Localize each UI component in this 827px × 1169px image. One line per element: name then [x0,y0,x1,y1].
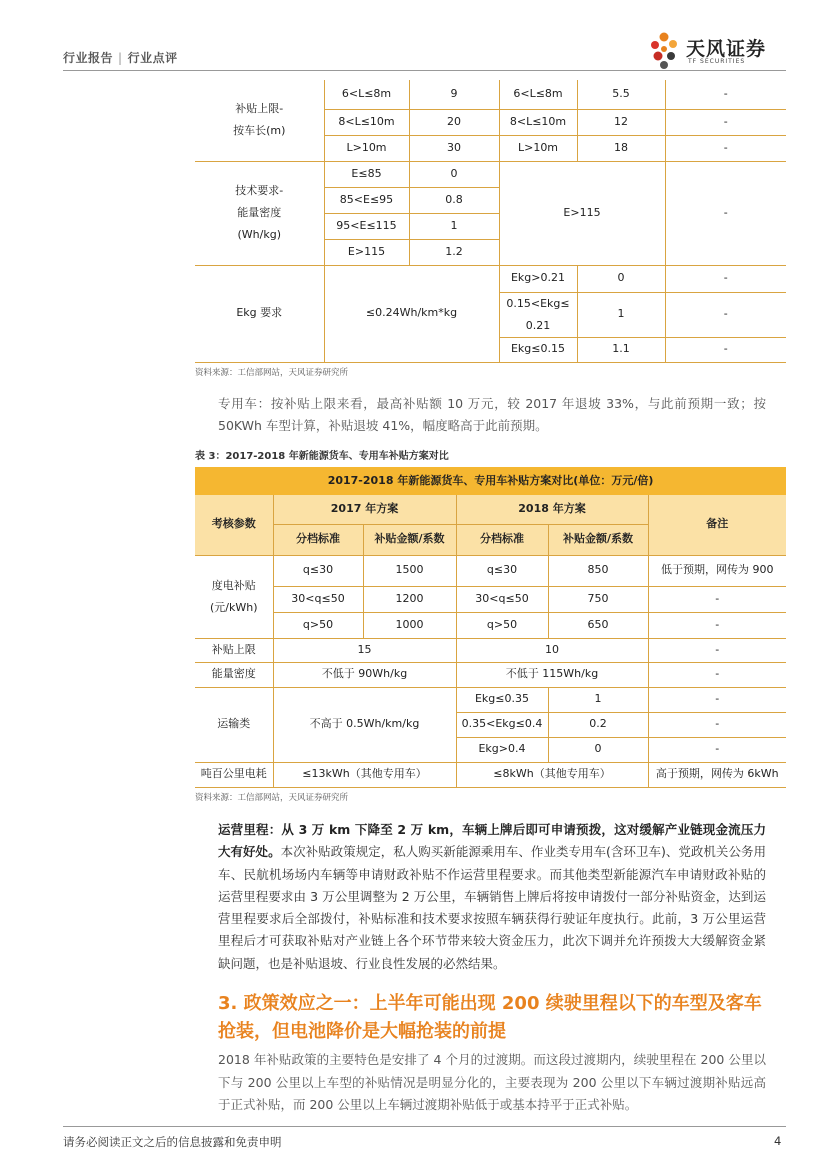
table-row [195,638,786,662]
footer-disclaimer: 请务必阅读正文之后的信息披露和免责申明 [63,1135,282,1149]
row-label-density: 能量密度 [195,662,273,687]
table-row [195,586,786,612]
table-cell: 0.8 [409,187,499,213]
table-row [195,555,786,586]
table-row [195,662,786,687]
table-cell: 0 [548,737,648,762]
table-cell: q≤30 [456,555,548,586]
row-label-tech: 技术要求- 能量密度 (Wh/kg) [195,161,324,265]
brand-flower-icon [648,31,682,71]
table-title-row [195,467,786,495]
column-header: 补贴金额/系数 [548,524,648,555]
table-cell: - [665,161,786,265]
table-header-row [195,495,786,524]
table-cell: 不高于 0.5Wh/km/kg [273,687,456,762]
brand-name-en: TF SECURITIES [688,58,746,65]
header-divider [63,70,786,71]
table-cell: 低于预期，网传为 900 [648,555,786,586]
table-cell: 不低于 115Wh/kg [456,662,648,687]
table-cell: 高于预期，网传为 6kWh [648,762,786,787]
source-note: 资料来源：工信部网站，天风证券研究所 [195,793,349,803]
table-cell: 6<L≤8m [499,80,577,109]
table-cell: 8<L≤10m [324,109,409,135]
table-cell: 9 [409,80,499,109]
table-cell: 750 [548,586,648,612]
report-type: 行业报告 [63,51,114,65]
table-cell: 0 [577,265,665,292]
table-cell: - [665,135,786,161]
table-row [195,161,786,187]
table-cell: - [665,337,786,362]
table-cell: 18 [577,135,665,161]
table-title: 2017-2018 年新能源货车、专用车补贴方案对比(单位：万元/倍) [195,467,786,495]
table-cell: 1 [577,292,665,337]
table-cell: - [648,712,786,737]
table-cell: 0 [409,161,499,187]
column-header: 考核参数 [195,495,273,555]
table-caption: 表 3：2017-2018 年新能源货车、专用车补贴方案对比 [195,451,449,462]
table-cell: E>115 [499,161,665,265]
column-header: 分档标准 [273,524,363,555]
table-cell: Ekg>0.4 [456,737,548,762]
table-cell: q≤30 [273,555,363,586]
table-cell: ≤0.24Wh/km*kg [324,265,499,362]
table-cell: 5.5 [577,80,665,109]
table-cell: 30<q≤50 [273,586,363,612]
table-cell: - [648,586,786,612]
brand-name: 天风证券 [686,38,767,60]
table-cell: E>115 [324,239,409,265]
table-cell: q>50 [273,612,363,638]
table-row [195,80,786,109]
breadcrumb-separator: | [118,51,123,65]
table-cell: 1000 [363,612,456,638]
table-cell: 8<L≤10m [499,109,577,135]
table-cell: 10 [456,638,648,662]
table-cell: 1.1 [577,337,665,362]
column-header: 2017 年方案 [273,495,456,524]
table-cell: - [648,737,786,762]
table-cell: - [665,265,786,292]
table-cell: L>10m [499,135,577,161]
table-row [195,762,786,787]
table-cell: 20 [409,109,499,135]
paragraph-lead: 运营里程：从 3 万 km 下降至 2 万 km，车辆上牌后即可申请预拨，这对缓解产业链现金流压力大有好处。 [218,822,766,860]
column-header: 2018 年方案 [456,495,648,524]
table-cell: 1 [548,687,648,712]
body-paragraph: 专用车：按补贴上限来看，最高补贴额 10 万元，较 2017 年退坡 33%，与此前预期一致；按 50KWh 车型计算，补贴退坡 41%，幅度略高于此前预期。 [218,396,766,433]
table-row [195,687,786,712]
brand-logo [648,31,788,73]
table-cell: - [648,687,786,712]
table-cell: - [665,109,786,135]
table-cell: - [648,612,786,638]
column-header: 备注 [648,495,786,555]
table-cell: Ekg≤0.15 [499,337,577,362]
row-label-ton: 吨百公里电耗 [195,762,273,787]
table-cell: q>50 [456,612,548,638]
table-cell: 12 [577,109,665,135]
table-cell: 1200 [363,586,456,612]
table-cell: 650 [548,612,648,638]
table-cell: 15 [273,638,456,662]
source-note: 资料来源：工信部网站，天风证券研究所 [195,368,349,378]
row-label-cap: 补贴上限 [195,638,273,662]
table-cell: 0.2 [548,712,648,737]
paragraph-text: 本次补贴政策规定，私人购买新能源乘用车、作业类专用车(含环卫车)、党政机关公务用车、民航机场场内车辆等申请财政补贴不作运营里程要求。而其他类型新能源汽车申请财政补贴的运营里程要求由 3 万公里调整为 2 万公里，车辆销售上牌后将按申请拨付一部分补贴资金，达到运营里程要求后全部拨付，补贴标准和技术要求按照车辆获得行驶证年度执行。此前，3 万公里运营里程后才可获取补贴对产业链上各个环节带来较大资金压力，此次下调并允许预拨大大缓解资金紧缺问题，也是补贴退坡、行业良性发展的必然结果。 [218,844,766,971]
table-row [195,265,786,292]
table-cell: - [665,292,786,337]
row-label-elec: 度电补贴 (元/kWh) [195,555,273,638]
table-cell: 0.15<Ekg≤ 0.21 [499,292,577,337]
column-header: 补贴金额/系数 [363,524,456,555]
footer-divider [63,1126,786,1127]
table-cell: - [648,662,786,687]
row-label-ekg: Ekg 要求 [195,265,324,362]
page-number: 4 [774,1134,782,1148]
section-heading: 3. 政策效应之一：上半年可能出现 200 续驶里程以下的车型及客车抢装，但电池降价是大幅抢装的前提 [218,993,762,1042]
table-cell: L>10m [324,135,409,161]
subsidy-table-continued [195,80,786,363]
column-header: 分档标准 [456,524,548,555]
table-cell: 30<q≤50 [456,586,548,612]
table-cell: 6<L≤8m [324,80,409,109]
row-label-transport: 运输类 [195,687,273,762]
table-cell: 1.2 [409,239,499,265]
table-cell: ≤13kWh（其他专用车） [273,762,456,787]
subsidy-comparison-table [195,467,786,788]
table-cell: 1500 [363,555,456,586]
table-cell: ≤8kWh（其他专用车） [456,762,648,787]
table-cell: 不低于 90Wh/kg [273,662,456,687]
table-cell: 0.35<Ekg≤0.4 [456,712,548,737]
table-cell: - [648,638,786,662]
table-cell: 1 [409,213,499,239]
row-label-cap: 补贴上限- 按车长(m) [195,80,324,161]
table-cell: E≤85 [324,161,409,187]
table-cell: Ekg>0.21 [499,265,577,292]
table-cell: 85<E≤95 [324,187,409,213]
table-cell: Ekg≤0.35 [456,687,548,712]
table-cell: 95<E≤115 [324,213,409,239]
table-cell: 850 [548,555,648,586]
table-cell: 30 [409,135,499,161]
report-subtype: 行业点评 [127,51,178,65]
table-row [195,612,786,638]
body-paragraph [218,819,766,975]
header-breadcrumb [63,49,178,66]
body-paragraph: 2018 年补贴政策的主要特色是安排了 4 个月的过渡期。而这段过渡期内，续驶里程在 200 公里以下与 200 公里以上车型的补贴情况是明显分化的，主要表现为 200 公里以下车辆过渡期补贴远高于正式补贴，而 200 公里以上车辆过渡期补贴低于或基本持平于正式补贴。 [218,1052,766,1112]
table-cell: - [665,80,786,109]
